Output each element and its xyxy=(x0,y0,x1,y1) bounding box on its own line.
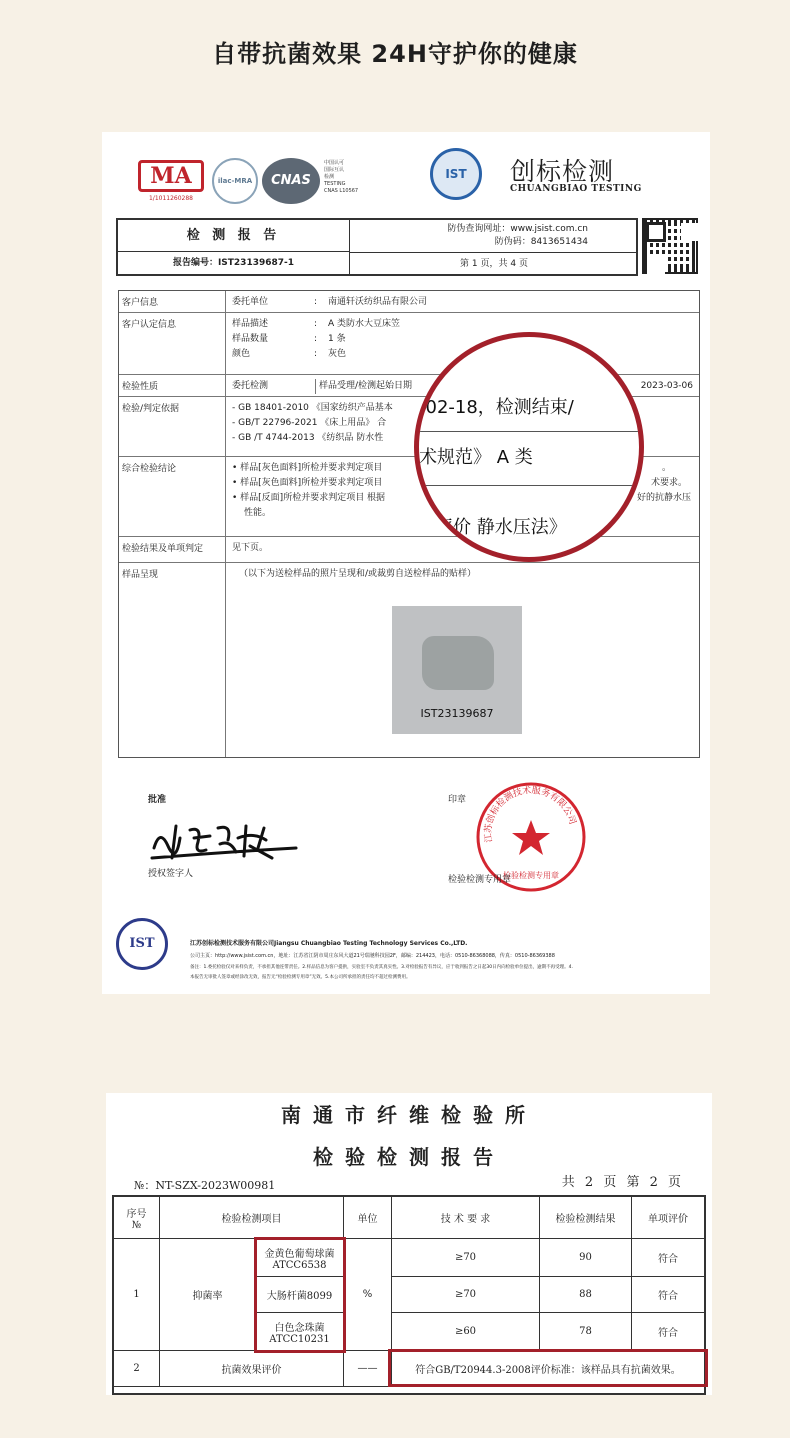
ma-mark: MA xyxy=(138,160,204,192)
certification-logos xyxy=(138,158,678,210)
ilac-mra-logo: ilac-MRA xyxy=(212,158,258,204)
cnas-caption: 中国认可 国际互认 检测 TESTING CNAS L10567 xyxy=(324,160,359,194)
institute-title: 南通市纤维检验所 xyxy=(281,1103,537,1127)
table-row: 客户信息 委托单位 : 南通轩沃纺织品有限公司 xyxy=(119,291,699,313)
judgement-value: 符合 xyxy=(632,1239,704,1277)
requirement-value: ≥70 xyxy=(392,1277,540,1313)
report-title: 检验检测报告 xyxy=(313,1145,505,1169)
report-footer xyxy=(116,918,696,988)
conclusion-highlight-box xyxy=(388,1349,708,1387)
table-row: 检验性质 委托检测 样品受理/检测起始日期 2023-03-06 xyxy=(119,375,699,397)
column-header: 技 术 要 求 xyxy=(392,1197,540,1239)
column-header: 检验检测结果 xyxy=(540,1197,632,1239)
anti-fake-code: 防伪码：8413651434 xyxy=(494,237,588,247)
svg-text:江苏创标检测技术服务有限公司: 江苏创标检测技术服务有限公司 xyxy=(483,785,578,843)
report-header-box xyxy=(116,218,638,276)
judgement-value: 符合 xyxy=(632,1313,704,1351)
brand-name-cn: 创标检测 xyxy=(510,157,615,186)
table-row: 客户认定信息 样品描述 : A 类防水大豆床笠 样品数量 : 1 条 颜色 : 灰色 xyxy=(119,313,699,375)
row-unit: % xyxy=(344,1239,392,1351)
ist-logo: IST xyxy=(430,148,482,200)
footer-address: 公司主页：http://www.jsist.com.cn，地址：江苏省江阴市周庄东风大道21号瑞驰科技园2F，邮编：214423，电话：0510-86368088，传真：0510-86369388 xyxy=(190,953,555,959)
row-item: 抗菌效果评价 xyxy=(160,1351,344,1387)
judgement-value: 符合 xyxy=(632,1277,704,1313)
organism-name: 金黄色葡萄球菌ATCC6538 xyxy=(256,1239,344,1277)
requirement-value: ≥70 xyxy=(392,1239,540,1277)
fabric-sample-image xyxy=(422,636,494,690)
column-header: 序号 № xyxy=(114,1197,160,1239)
report-number: 报告编号：IST23139687-1 xyxy=(118,252,350,274)
table-row: 检验结果及单项判定 见下页。 xyxy=(119,537,699,563)
footer-note: 本报告无审批人签章或经涂改无效，报告无“检验检测专用章”无效。5.本公司所承担的责任均不超过检测费用。 xyxy=(190,975,411,980)
footer-company: 江苏创标检测技术服务有限公司Jiangsu Chuangbiao Testing Technology Services Co.,LTD. xyxy=(190,940,468,947)
query-url: 防伪查询网址：www.jsist.com.cn xyxy=(447,224,588,234)
page-indicator: 第 1 页，共 4 页 xyxy=(350,252,638,274)
sample-photo-label: IST23139687 xyxy=(420,707,494,720)
row-unit: —— xyxy=(344,1351,392,1387)
conclusion-text: 符合GB/T20944.3-2008评价标准：该样品具有抗菌效果。 xyxy=(392,1351,704,1387)
organism-name: 大肠杆菌8099 xyxy=(256,1277,344,1313)
result-value: 78 xyxy=(540,1313,632,1351)
antibacterial-results-table xyxy=(112,1195,706,1395)
cnas-logo: CNAS xyxy=(262,158,320,204)
row-item: 抑菌率 xyxy=(160,1239,256,1351)
organism-highlight-box xyxy=(254,1237,346,1353)
qr-code-icon xyxy=(642,218,698,274)
brand-name-en: CHUANGBIAO TESTING xyxy=(510,184,642,194)
signer-label: 授权签字人 xyxy=(148,869,194,879)
stamp-caption: 检验检测专用章 xyxy=(448,875,512,885)
column-header: 检验检测项目 xyxy=(160,1197,344,1239)
column-header: 单位 xyxy=(344,1197,392,1239)
column-header: 单项评价 xyxy=(632,1197,704,1239)
zoom-text-line: -02-18，检测结束/ xyxy=(419,397,574,418)
approve-label: 批准 xyxy=(148,795,167,805)
requirement-value: ≥60 xyxy=(392,1313,540,1351)
sample-photo xyxy=(392,606,522,734)
page-headline: 自带抗菌效果 24H守护你的健康 xyxy=(212,40,578,68)
footer-note: 备注：1.委托检验仅对来样负责，不承担其他连带责任。2.样品信息为客户提供，实验室不负责其真实性。3.对检验报告有异议，应于收到报告之日起30日内向检验单位提出，逾期不再受理。4. xyxy=(190,965,573,970)
result-value: 88 xyxy=(540,1277,632,1313)
ma-logo xyxy=(138,160,204,204)
result-value: 90 xyxy=(540,1239,632,1277)
test-report-image-1 xyxy=(102,132,710,994)
row-seq: 1 xyxy=(114,1239,160,1351)
ist-footer-logo: IST xyxy=(116,918,168,970)
report-number: №：NT-SZX-2023W00981 xyxy=(134,1179,276,1192)
zoom-highlight-circle xyxy=(414,332,644,562)
organism-name: 白色念珠菌ATCC10231 xyxy=(256,1313,344,1351)
table-row: 综合检验结论 • 样品[灰色面料]所检并要求判定项目 。 • 样品[灰色面料]所检并要求判定项目 术要求。 • 样品[反面]所检并要求判定项目 根据 好的抗静水压 性能。 xyxy=(119,457,699,537)
zoom-text-line: 术规范》 A 类 xyxy=(419,447,533,468)
table-row: 检验/判定依据 - GB 18401-2010 《国家纺织产品基本 - GB/T 22796-2021 《床上用品》 合 - GB /T 4744-2013 《纺织品 防水性 xyxy=(119,397,699,457)
anti-fake-info xyxy=(358,223,588,249)
page-indicator: 共 2 页 第 2 页 xyxy=(561,1175,684,1190)
svg-text:检验检测专用章: 检验检测专用章 xyxy=(503,871,559,880)
ma-number: 1/1011260288 xyxy=(148,195,193,202)
row-seq: 2 xyxy=(114,1351,160,1387)
stamp-label: 印章 xyxy=(448,795,467,805)
report-title: 检 测 报 告 xyxy=(118,220,350,252)
signature-image xyxy=(146,818,306,862)
test-report-image-2 xyxy=(106,1093,712,1395)
table-row: 样品呈现 （以下为送检样品的照片呈现和/或裁剪自送检样品的贴样） xyxy=(119,563,699,757)
zoom-text-line: 评价 静水压法》 xyxy=(435,517,567,538)
